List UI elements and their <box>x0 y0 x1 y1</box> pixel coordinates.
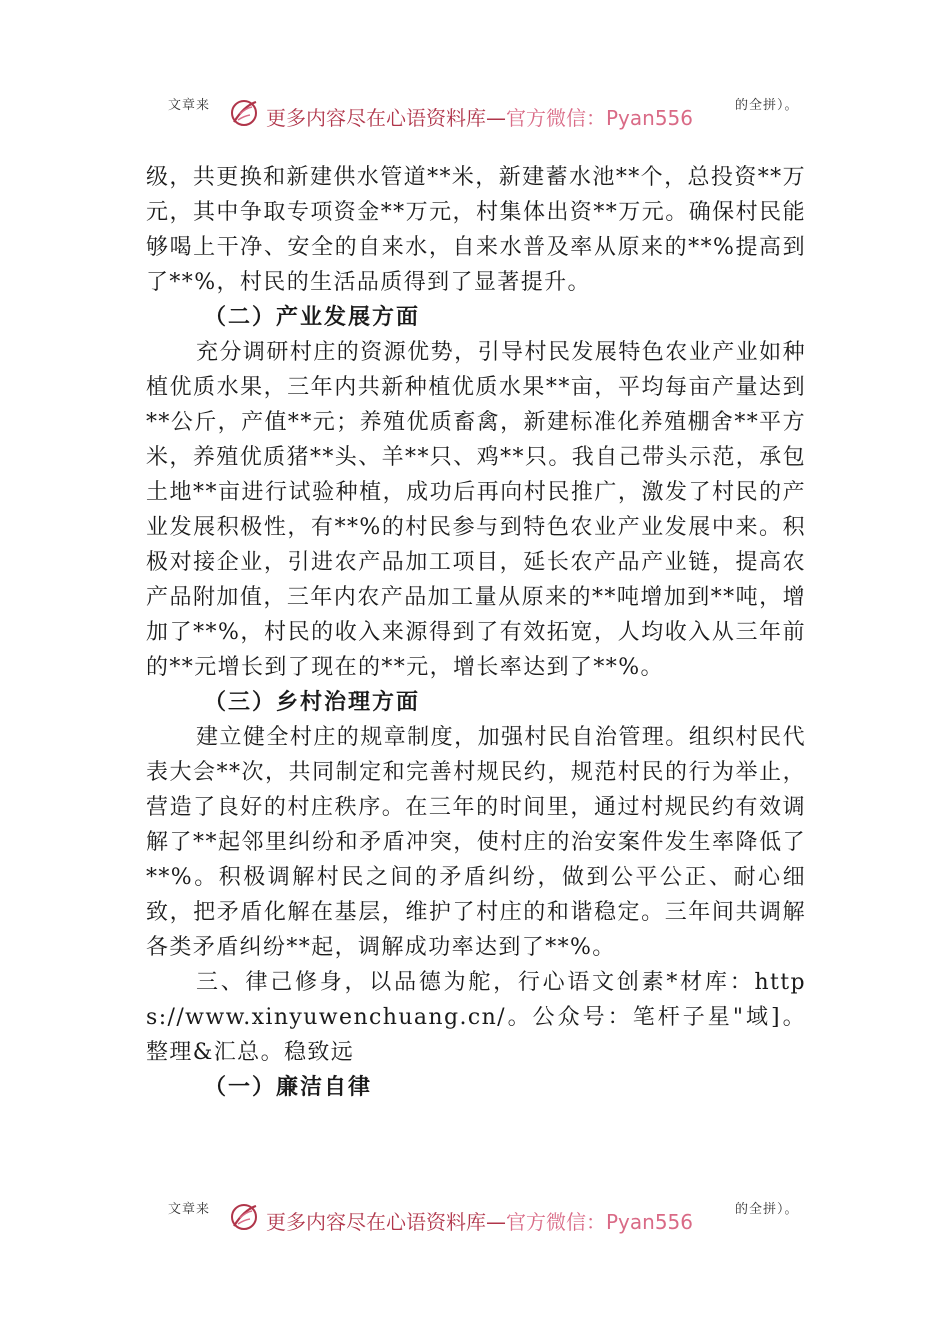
footer-left-note: 文章来 <box>168 1202 211 1217</box>
feather-logo-icon <box>226 96 262 130</box>
banner-wechat: 官方微信：Pyan556 <box>506 1210 694 1234</box>
header-left-note: 文章来 <box>168 98 211 113</box>
heading-integrity: （一）廉洁自律 <box>204 1074 373 1100</box>
paragraph-section-three: 三、律己修身，以品德为舵，行心语文创素*材库：https://www.xinyuwenchuang.cn/。公众号：笔杆子星"域]。整理&汇总。稳致远 <box>146 970 806 1065</box>
header-watermark-top <box>0 94 950 134</box>
heading-industry: （二）产业发展方面 <box>204 304 421 330</box>
header-right-note: 的全拼）。 <box>735 98 799 113</box>
feather-logo-icon <box>226 1200 262 1234</box>
document-body <box>146 160 806 1105</box>
footer-banner <box>266 1206 693 1235</box>
banner-prefix: 更多内容尽在心语资料库— <box>266 106 506 130</box>
paragraph-governance: 建立健全村庄的规章制度，加强村民自治管理。组织村民代表大会**次，共同制定和完善村规民约，规范村民的行为举止，营造了良好的村庄秩序。在三年的时间里，通过村规民约有效调解了**起邻里纠纷和矛盾冲突，使村庄的治安案件发生率降低了**%。积极调解村民之间的矛盾纠纷，做到公平公正、耐心细致，把矛盾化解在基层，维护了村庄的和谐稳定。三年间共调解各类矛盾纠纷**起，调解成功率达到了**%。 <box>146 725 806 960</box>
paragraph-industry: 充分调研村庄的资源优势，引导村民发展特色农业产业如种植优质水果，三年内共新种植优质水果**亩，平均每亩产量达到**公斤，产值**元；养殖优质畜禽，新建标准化养殖棚舍**平方米，养殖优质猪**头、羊**只、鸡**只。我自己带头示范，承包土地**亩进行试验种植，成功后再向村民推广，激发了村民的产业发展积极性，有**%的村民参与到特色农业产业发展中来。积极对接企业，引进农产品加工项目，延长农产品产业链，提高农产品附加值，三年内农产品加工量从原来的**吨增加到**吨，增加了**%，村民的收入来源得到了有效拓宽，人均收入从三年前的**元增长到了现在的**元，增长率达到了**%。 <box>146 340 806 680</box>
footer-watermark-bottom <box>0 1198 950 1238</box>
paragraph-water-supply: 级，共更换和新建供水管道**米，新建蓄水池**个，总投资**万元，其中争取专项资金**万元，村集体出资**万元。确保村民能够喝上干净、安全的自来水，自来水普及率从原来的**%提高到了**%，村民的生活品质得到了显著提升。 <box>146 165 806 295</box>
banner-prefix: 更多内容尽在心语资料库— <box>266 1210 506 1234</box>
banner-wechat: 官方微信：Pyan556 <box>506 106 694 130</box>
header-banner <box>266 102 693 131</box>
footer-right-note: 的全拼）。 <box>735 1202 799 1217</box>
heading-governance: （三）乡村治理方面 <box>204 689 421 715</box>
